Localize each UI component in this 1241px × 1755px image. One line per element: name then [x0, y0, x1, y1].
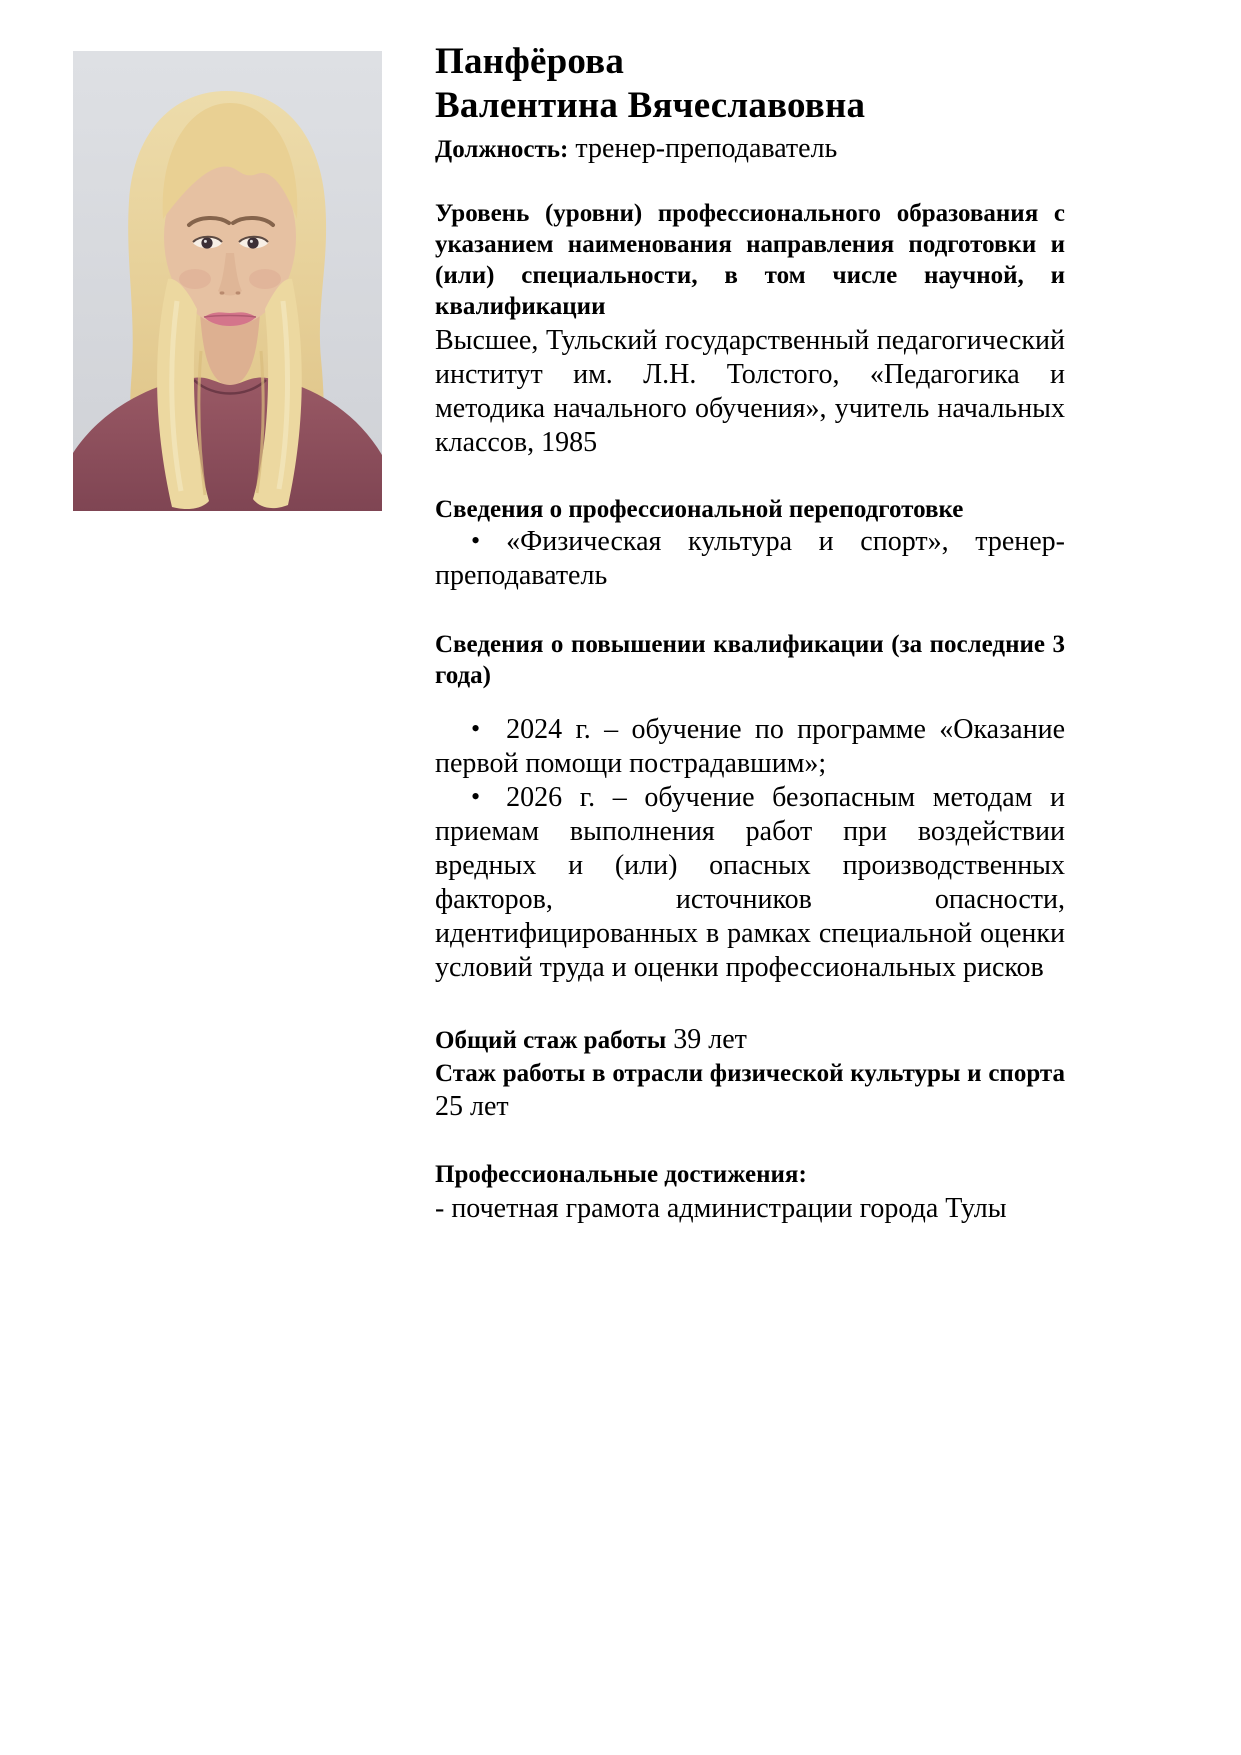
portrait-illustration — [73, 51, 382, 511]
total-experience-value: 39 лет — [673, 1024, 747, 1055]
education-text: Высшее, Тульский государственный педагогический институт им. Л.Н. Толстого, «Педагогика и методика начального обучения», учитель начальных классов, 1985 — [435, 325, 1065, 458]
industry-experience-label: Стаж работы в отрасли физической культуры и спорта — [435, 1060, 1065, 1087]
bullet-icon: • — [471, 714, 481, 743]
achievement-item: - почетная грамота администрации города Тулы — [435, 1193, 1007, 1224]
list-item — [435, 525, 1065, 593]
qualification-item-2024: 2024 г. – обучение по программе «Оказание первой помощи пострадавшим»; — [435, 714, 1065, 779]
position-value: тренер-преподаватель — [575, 133, 838, 164]
retraining-heading: Сведения о профессиональной переподготовке — [435, 496, 964, 523]
position-line — [435, 132, 1065, 166]
profile-text-column — [435, 40, 1065, 1225]
name-line2: Валентина Вячеславовна — [435, 85, 866, 126]
education-heading: Уровень (уровни) профессионального образования с указанием наименования направления подготовки и (или) специальности, в том числе научной, и квалификации — [435, 200, 1065, 320]
total-experience-line — [435, 1023, 1065, 1057]
total-experience-label: Общий стаж работы — [435, 1027, 667, 1054]
list-item — [435, 781, 1065, 985]
industry-experience-value: 25 лет — [435, 1091, 509, 1122]
qualification-heading: Сведения о повышении квалификации (за последние 3 года) — [435, 631, 1065, 689]
list-item — [435, 713, 1065, 781]
page-title — [435, 40, 1065, 128]
qualification-item-2026: 2026 г. – обучение безопасным методам и приемам выполнения работ при воздействии вредных и (или) опасных производственных факторов, источников опасности, идентифицированных в рамках специальной оценки условий труда и оценки профессиональных рисков — [435, 782, 1065, 983]
name-line1: Панфёрова — [435, 41, 625, 82]
retraining-item: «Физическая культура и спорт», тренер-преподаватель — [435, 526, 1065, 591]
position-label: Должность: — [435, 136, 569, 163]
bullet-icon: • — [471, 526, 481, 555]
achievements-heading: Профессиональные достижения: — [435, 1161, 807, 1188]
experience-block — [435, 1023, 1065, 1123]
profile-photo — [73, 51, 382, 511]
bullet-icon: • — [471, 782, 481, 811]
